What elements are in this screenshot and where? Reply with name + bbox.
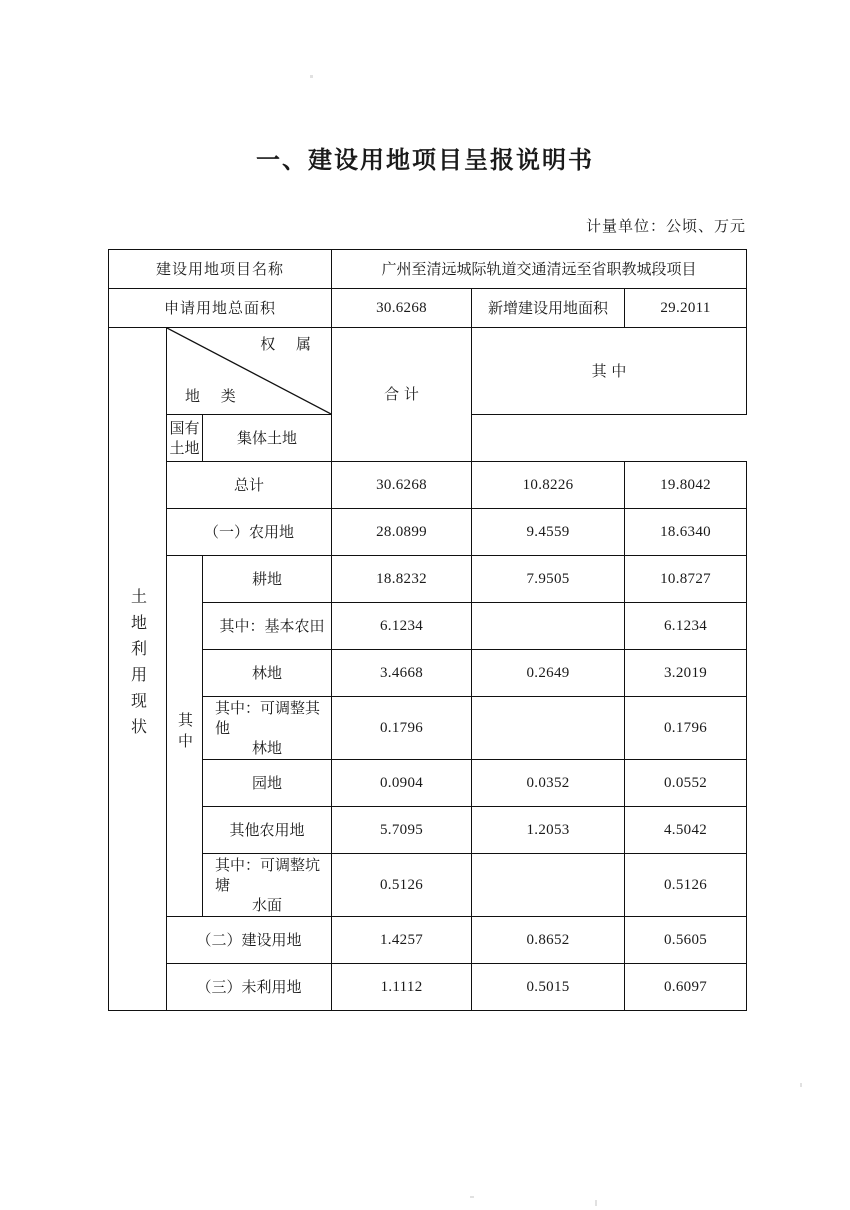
row-collective-construction-land: 0.5605 (625, 917, 747, 964)
row-label-adjustable-other-forest-line2: 林地 (252, 739, 283, 758)
header-total-label: 合 计 (332, 328, 472, 462)
table-row-construction-land (109, 917, 747, 964)
row-label-grand-total: 总计 (167, 462, 332, 509)
side-label-among-which (167, 556, 203, 917)
header-ownership-label: 权 属 (260, 335, 320, 353)
row-label-other-agricultural-land: 其他农用地 (203, 807, 332, 854)
table-row-header-top (109, 328, 747, 415)
header-state-owned-label: 国有土地 (167, 415, 203, 462)
scan-speckle (800, 1083, 802, 1087)
row-total-garden-land: 0.0904 (332, 760, 472, 807)
row-collective-garden-land: 0.0552 (625, 760, 747, 807)
row-total-grand-total: 30.6268 (332, 462, 472, 509)
row-label-agricultural-land: （一）农用地 (167, 509, 332, 556)
row-label-garden-land: 园地 (203, 760, 332, 807)
table-row-unused-land (109, 964, 747, 1011)
side-label-land-use-status-text: 土地利用现状 (128, 588, 148, 745)
row-state-adjustable-other-forest (472, 697, 625, 760)
row-collective-unused-land: 0.6097 (625, 964, 747, 1011)
row-label-forest-land: 林地 (203, 650, 332, 697)
table-row-project-name (109, 250, 747, 289)
table-row-adjustable-other-forest (109, 697, 747, 760)
row-collective-forest-land: 3.2019 (625, 650, 747, 697)
table-row-other-agricultural-land (109, 807, 747, 854)
row-collective-adjustable-pond-surface: 0.5126 (625, 854, 747, 917)
row-total-forest-land: 3.4668 (332, 650, 472, 697)
row-collective-agricultural-land: 18.6340 (625, 509, 747, 556)
row-state-adjustable-pond-surface (472, 854, 625, 917)
scan-speckle (595, 1200, 597, 1206)
row-label-cultivated-land: 耕地 (203, 556, 332, 603)
new-construction-value: 29.2011 (625, 289, 747, 328)
row-collective-grand-total: 19.8042 (625, 462, 747, 509)
side-label-land-use-status (109, 328, 167, 1011)
row-collective-cultivated-land: 10.8727 (625, 556, 747, 603)
row-state-garden-land: 0.0352 (472, 760, 625, 807)
land-use-table-container (108, 249, 746, 1011)
row-label-adjustable-pond-surface (203, 854, 332, 917)
scan-speckle (470, 1196, 474, 1198)
new-construction-label: 新增建设用地面积 (472, 289, 625, 328)
row-total-adjustable-other-forest: 0.1796 (332, 697, 472, 760)
row-label-adjustable-pond-surface-line1: 其中：可调整坑塘 (215, 855, 321, 894)
project-name-label: 建设用地项目名称 (109, 250, 332, 289)
row-total-cultivated-land: 18.8232 (332, 556, 472, 603)
header-land-type-label: 地 类 (185, 386, 244, 405)
table-row-agricultural-land (109, 509, 747, 556)
table-row-garden-land (109, 760, 747, 807)
table-row-basic-farmland (109, 603, 747, 650)
measurement-unit-note: 计量单位：公顷、万元 (585, 217, 746, 235)
side-label-among-which-text: 其中 (176, 712, 194, 755)
row-total-unused-land: 1.1112 (332, 964, 472, 1011)
header-among-which-label: 其 中 (472, 328, 747, 415)
row-state-forest-land: 0.2649 (472, 650, 625, 697)
row-label-adjustable-other-forest (203, 697, 332, 760)
scan-speckle (310, 75, 313, 78)
row-label-adjustable-pond-surface-line2: 水面 (252, 896, 283, 915)
header-diagonal-cell (167, 328, 332, 415)
row-state-basic-farmland (472, 603, 625, 650)
table-row-forest-land (109, 650, 747, 697)
row-state-agricultural-land: 9.4559 (472, 509, 625, 556)
row-total-basic-farmland: 6.1234 (332, 603, 472, 650)
row-collective-other-agricultural-land: 4.5042 (625, 807, 747, 854)
total-area-value: 30.6268 (332, 289, 472, 328)
project-name-value: 广州至清远城际轨道交通清远至省职教城段项目 (332, 250, 747, 289)
row-label-adjustable-other-forest-line1: 其中：可调整其他 (215, 698, 321, 737)
table-row-total-area (109, 289, 747, 328)
row-state-unused-land: 0.5015 (472, 964, 625, 1011)
row-collective-adjustable-other-forest: 0.1796 (625, 697, 747, 760)
total-area-label: 申请用地总面积 (109, 289, 332, 328)
row-total-adjustable-pond-surface: 0.5126 (332, 854, 472, 917)
row-collective-basic-farmland: 6.1234 (625, 603, 747, 650)
row-state-cultivated-land: 7.9505 (472, 556, 625, 603)
page-title: 一、建设用地项目呈报说明书 (256, 146, 594, 174)
table-row-adjustable-pond-surface (109, 854, 747, 917)
row-label-construction-land: （二）建设用地 (167, 917, 332, 964)
row-total-other-agricultural-land: 5.7095 (332, 807, 472, 854)
header-collective-label: 集体土地 (203, 415, 332, 462)
row-state-other-agricultural-land: 1.2053 (472, 807, 625, 854)
table-row-grand-total (109, 462, 747, 509)
table-row-cultivated-land (109, 556, 747, 603)
row-state-grand-total: 10.8226 (472, 462, 625, 509)
row-label-unused-land: （三）未利用地 (167, 964, 332, 1011)
row-total-construction-land: 1.4257 (332, 917, 472, 964)
row-state-construction-land: 0.8652 (472, 917, 625, 964)
land-use-table (108, 249, 747, 1011)
row-label-basic-farmland: 其中：基本农田 (203, 603, 332, 650)
row-total-agricultural-land: 28.0899 (332, 509, 472, 556)
